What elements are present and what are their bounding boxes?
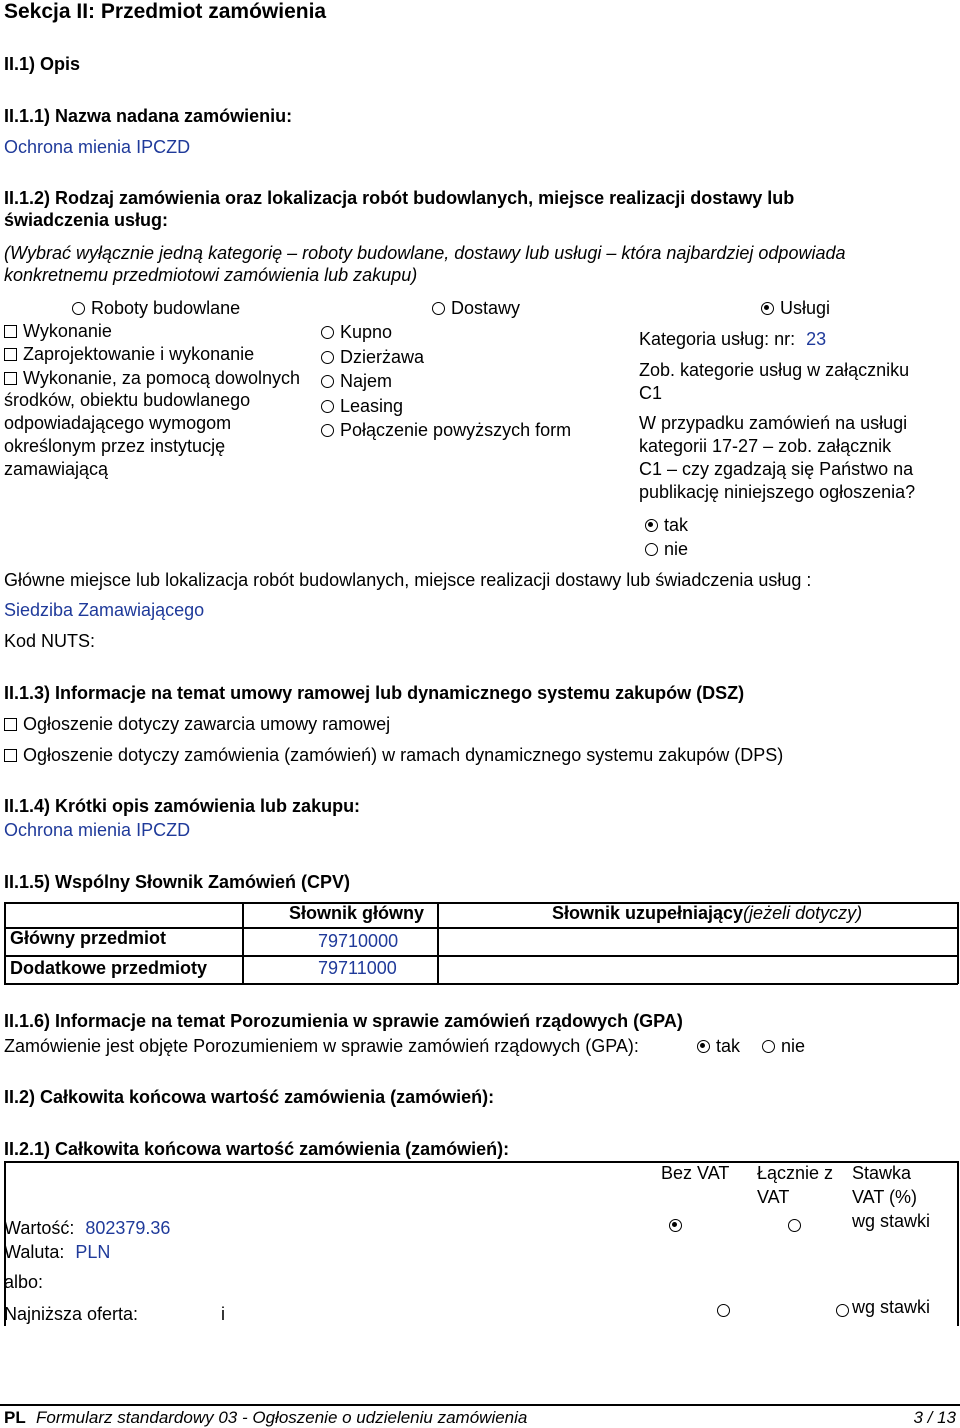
checkbox-label: Wykonanie, za pomocą dowolnych xyxy=(23,368,300,388)
footer-form-name: Formularz standardowy 03 - Ogłoszenie o udzieleniu zamówienia xyxy=(36,1408,528,1427)
heading-ii-1-1: II.1.1) Nazwa nadana zamówieniu: xyxy=(4,106,293,126)
checkbox-label: Zaprojektowanie i wykonanie xyxy=(23,344,255,364)
cpv-row-additional-label: Dodatkowe przedmioty xyxy=(10,958,208,978)
heading-ii-1-2-line2: świadczenia usług: xyxy=(4,210,169,230)
checkbox-empty-icon xyxy=(4,325,17,338)
cpv-row-main-label: Główny przedmiot xyxy=(10,928,167,948)
cpv-col-supp-label: Słownik uzupełniający xyxy=(552,903,744,923)
radio-label: Leasing xyxy=(340,396,404,416)
radio-label: Najem xyxy=(340,371,393,391)
radio-services[interactable] xyxy=(761,298,830,319)
heading-ii-1-2-line1: II.1.2) Rodzaj zamówienia oraz lokalizacja robót budowlanych, miejsce realizacji dostawy lub xyxy=(4,188,795,208)
radio-label: Dzierżawa xyxy=(340,347,425,367)
radio-supply-lease[interactable] xyxy=(321,347,424,368)
radio-label: tak xyxy=(716,1036,741,1056)
radio-empty-icon xyxy=(72,302,85,315)
currency-value: PLN xyxy=(75,1242,111,1262)
checkbox-works-design-execution[interactable] xyxy=(4,344,254,365)
radio-supplies[interactable] xyxy=(432,298,520,319)
radio-supply-rental[interactable] xyxy=(321,371,392,392)
footer-lang: PL xyxy=(4,1408,26,1427)
col-rate-line2: VAT (%) xyxy=(852,1187,918,1207)
col-gross-line1: Łącznie z xyxy=(757,1163,834,1183)
value-amount: 802379.36 xyxy=(85,1218,171,1238)
contract-name-value: Ochrona mienia IPCZD xyxy=(4,137,191,157)
checkbox-label: Ogłoszenie dotyczy zamówienia (zamówień) w ramach dynamicznego systemu zakupów (DPS) xyxy=(23,745,784,765)
radio-supply-purchase[interactable] xyxy=(321,322,392,343)
radio-works-label: Roboty budowlane xyxy=(91,298,241,318)
heading-ii-2: II.2) Całkowita końcowa wartość zamówienia (zamówień): xyxy=(4,1087,495,1107)
radio-label: nie xyxy=(664,539,689,559)
zob-line1: Zob. kategorie usług w załączniku xyxy=(639,360,910,380)
lowest-offer-label: Najniższa oferta: xyxy=(4,1304,139,1324)
checkbox-empty-icon xyxy=(4,749,17,762)
publication-question-line1: W przypadku zamówień na usługi xyxy=(639,413,908,433)
radio-label: Kupno xyxy=(340,322,393,342)
publication-question-line3: C1 – czy zgadzają się Państwo na xyxy=(639,459,914,479)
radio-lowest-gross[interactable] xyxy=(836,1304,849,1317)
location-value: Siedziba Zamawiającego xyxy=(4,600,205,620)
zob-line2: C1 xyxy=(639,383,663,403)
checkbox-label: Wykonanie xyxy=(23,321,112,341)
rate-value-2: wg stawki xyxy=(852,1297,931,1317)
lowest-offer-and: i xyxy=(221,1304,225,1324)
checkbox-works-any-means[interactable] xyxy=(4,368,300,389)
radio-supply-leasing[interactable] xyxy=(321,396,403,417)
location-label: Główne miejsce lub lokalizacja robót budowlanych, miejsce realizacji dostawy lub świadczenia usług : xyxy=(4,570,812,590)
currency-label: Waluta: xyxy=(4,1242,65,1262)
category-note-line1: (Wybrać wyłącznie jedną kategorię – roboty budowlane, dostawy lub usługi – która najbardziej odpowiada xyxy=(4,243,846,263)
or-label: albo: xyxy=(4,1272,44,1292)
radio-supplies-label: Dostawy xyxy=(451,298,521,318)
cpv-col-main: Słownik główny xyxy=(289,903,425,923)
publication-question-line2: kategorii 17-27 – zob. załącznik xyxy=(639,436,892,456)
heading-ii-1-6: II.1.6) Informacje na temat Porozumienia w sprawie zamówień rządowych (GPA) xyxy=(4,1011,683,1031)
works-opt3-line2: środków, obiektu budowlanego xyxy=(4,390,251,410)
radio-value-net[interactable] xyxy=(669,1219,682,1232)
heading-ii-1-5: II.1.5) Wspólny Słownik Zamówień (CPV) xyxy=(4,872,351,892)
radio-selected-icon xyxy=(645,519,658,532)
services-category xyxy=(639,329,826,350)
radio-works[interactable] xyxy=(72,298,240,319)
radio-empty-icon xyxy=(321,375,334,388)
heading-ii-1-4: II.1.4) Krótki opis zamówienia lub zakupu: xyxy=(4,796,361,816)
checkbox-label: Ogłoszenie dotyczy zawarcia umowy ramowej xyxy=(23,714,391,734)
radio-lowest-net[interactable] xyxy=(717,1304,730,1317)
footer-divider xyxy=(0,1404,960,1406)
radio-selected-icon xyxy=(761,302,774,315)
radio-publication-yes[interactable] xyxy=(645,515,688,536)
radio-empty-icon xyxy=(321,424,334,437)
col-net: Bez VAT xyxy=(661,1163,730,1183)
radio-services-label: Usługi xyxy=(780,298,831,318)
publication-question-line4: publikację niniejszego ogłoszenia? xyxy=(639,482,916,502)
radio-empty-icon xyxy=(321,326,334,339)
checkbox-empty-icon xyxy=(4,718,17,731)
heading-ii-1: II.1) Opis xyxy=(4,54,81,74)
cpv-row-additional-value: 79711000 xyxy=(318,958,397,978)
services-category-value: 23 xyxy=(806,329,827,349)
radio-empty-icon xyxy=(432,302,445,315)
heading-ii-2-1: II.2.1) Całkowita końcowa wartość zamówienia (zamówień): xyxy=(4,1139,510,1159)
col-rate-line1: Stawka xyxy=(852,1163,912,1183)
radio-label: nie xyxy=(781,1036,806,1056)
radio-label: Połączenie powyższych form xyxy=(340,420,572,440)
checkbox-empty-icon xyxy=(4,348,17,361)
rate-value-1: wg stawki xyxy=(852,1211,931,1231)
radio-gpa-yes[interactable] xyxy=(697,1036,740,1057)
value-label: Wartość: xyxy=(4,1218,75,1238)
radio-empty-icon xyxy=(762,1040,775,1053)
radio-empty-icon xyxy=(321,351,334,364)
nuts-label: Kod NUTS: xyxy=(4,631,96,651)
col-gross-line2: VAT xyxy=(757,1187,790,1207)
radio-gpa-no[interactable] xyxy=(762,1036,805,1057)
heading-ii-1-3: II.1.3) Informacje na temat umowy ramowej lub dynamicznego systemu zakupów (DSZ) xyxy=(4,683,745,703)
currency-row xyxy=(4,1242,110,1263)
radio-empty-icon xyxy=(321,400,334,413)
checkbox-dps[interactable] xyxy=(4,745,783,766)
cpv-row-main-value: 79710000 xyxy=(318,931,399,951)
radio-label: tak xyxy=(664,515,689,535)
radio-publication-no[interactable] xyxy=(645,539,688,560)
radio-value-gross[interactable] xyxy=(788,1219,801,1232)
checkbox-empty-icon xyxy=(4,372,17,385)
works-opt3-line3: odpowiadającego wymogom xyxy=(4,413,232,433)
section-title: Sekcja II: Przedmiot zamówienia xyxy=(4,0,327,23)
checkbox-works-execution[interactable] xyxy=(4,321,112,342)
radio-empty-icon xyxy=(645,543,658,556)
checkbox-framework[interactable] xyxy=(4,714,390,735)
radio-supply-combination[interactable] xyxy=(321,420,571,441)
services-category-label: Kategoria usług: nr: xyxy=(639,329,796,349)
works-opt3-line5: zamawiającą xyxy=(4,459,109,479)
value-row xyxy=(4,1218,170,1239)
cpv-col-supplementary xyxy=(552,903,862,924)
footer-page-number: 3 / 13 xyxy=(913,1408,956,1427)
cpv-col-supp-note: (jeżeli dotyczy) xyxy=(743,903,863,923)
radio-selected-icon xyxy=(697,1040,710,1053)
short-description-value: Ochrona mienia IPCZD xyxy=(4,820,191,840)
category-note-line2: konkretnemu przedmiotowi zamówienia lub zakupu) xyxy=(4,265,418,285)
gpa-text: Zamówienie jest objęte Porozumieniem w sprawie zamówień rządowych (GPA): xyxy=(4,1036,639,1056)
works-opt3-line4: określonym przez instytucję xyxy=(4,436,226,456)
